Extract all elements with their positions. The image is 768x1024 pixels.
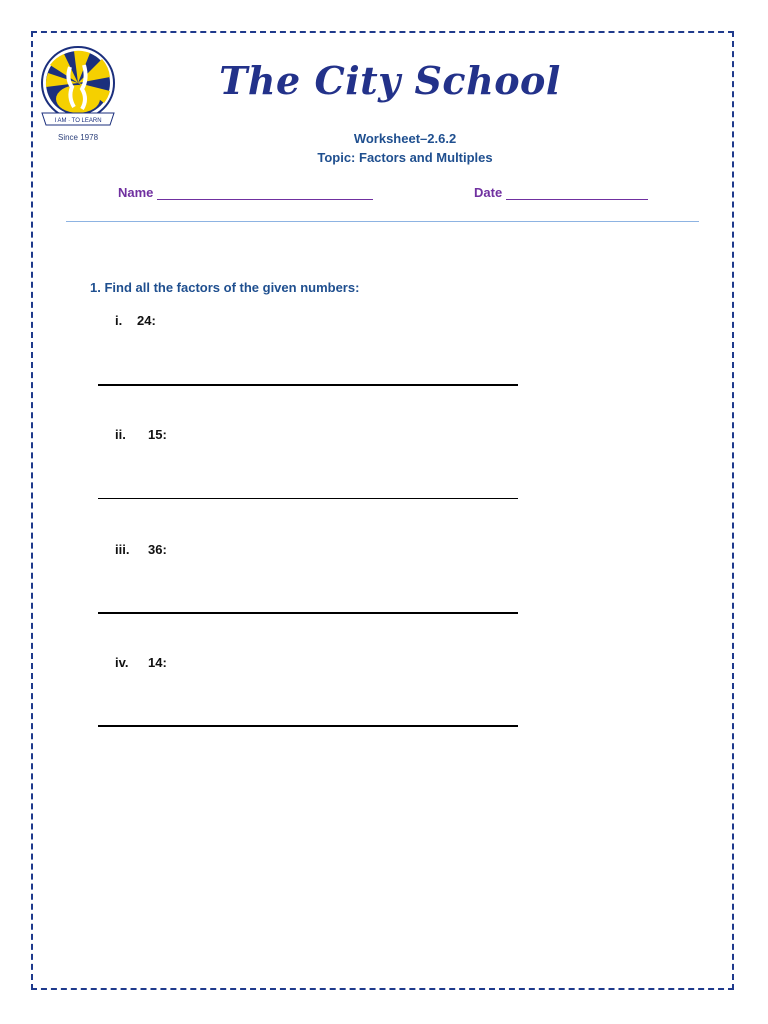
svg-text:I AM · TO LEARN: I AM · TO LEARN xyxy=(54,118,102,124)
name-field[interactable] xyxy=(118,185,373,200)
question-item xyxy=(115,313,156,328)
item-value: 14: xyxy=(148,655,167,670)
item-value: 15: xyxy=(148,427,167,442)
item-value: 36: xyxy=(148,542,167,557)
question-item xyxy=(115,427,167,442)
answer-line[interactable] xyxy=(98,498,518,499)
date-blank-line[interactable] xyxy=(506,185,648,200)
item-numeral: iv. xyxy=(115,655,129,670)
date-field[interactable] xyxy=(474,185,648,200)
answer-line[interactable] xyxy=(98,384,518,386)
worksheet-number: Worksheet–2.6.2 xyxy=(353,131,457,146)
school-crest-icon xyxy=(40,43,116,147)
item-numeral: i. xyxy=(115,313,123,328)
name-blank-line[interactable] xyxy=(157,185,373,200)
answer-line[interactable] xyxy=(98,612,518,614)
item-numeral: ii. xyxy=(115,427,126,442)
question-item xyxy=(115,542,167,557)
since-text: Since 1978 xyxy=(57,133,99,142)
date-label: Date xyxy=(474,185,503,200)
header-divider xyxy=(66,221,699,222)
question-item xyxy=(115,655,167,670)
question-heading: 1. Find all the factors of the given numbers: xyxy=(90,280,360,295)
worksheet-topic: Topic: Factors and Multiples xyxy=(317,150,493,165)
page-border xyxy=(31,31,734,990)
item-numeral: iii. xyxy=(115,542,130,557)
name-label: Name xyxy=(118,185,154,200)
item-value: 24: xyxy=(137,313,156,328)
school-title: The City School xyxy=(219,58,561,103)
answer-line[interactable] xyxy=(98,725,518,727)
